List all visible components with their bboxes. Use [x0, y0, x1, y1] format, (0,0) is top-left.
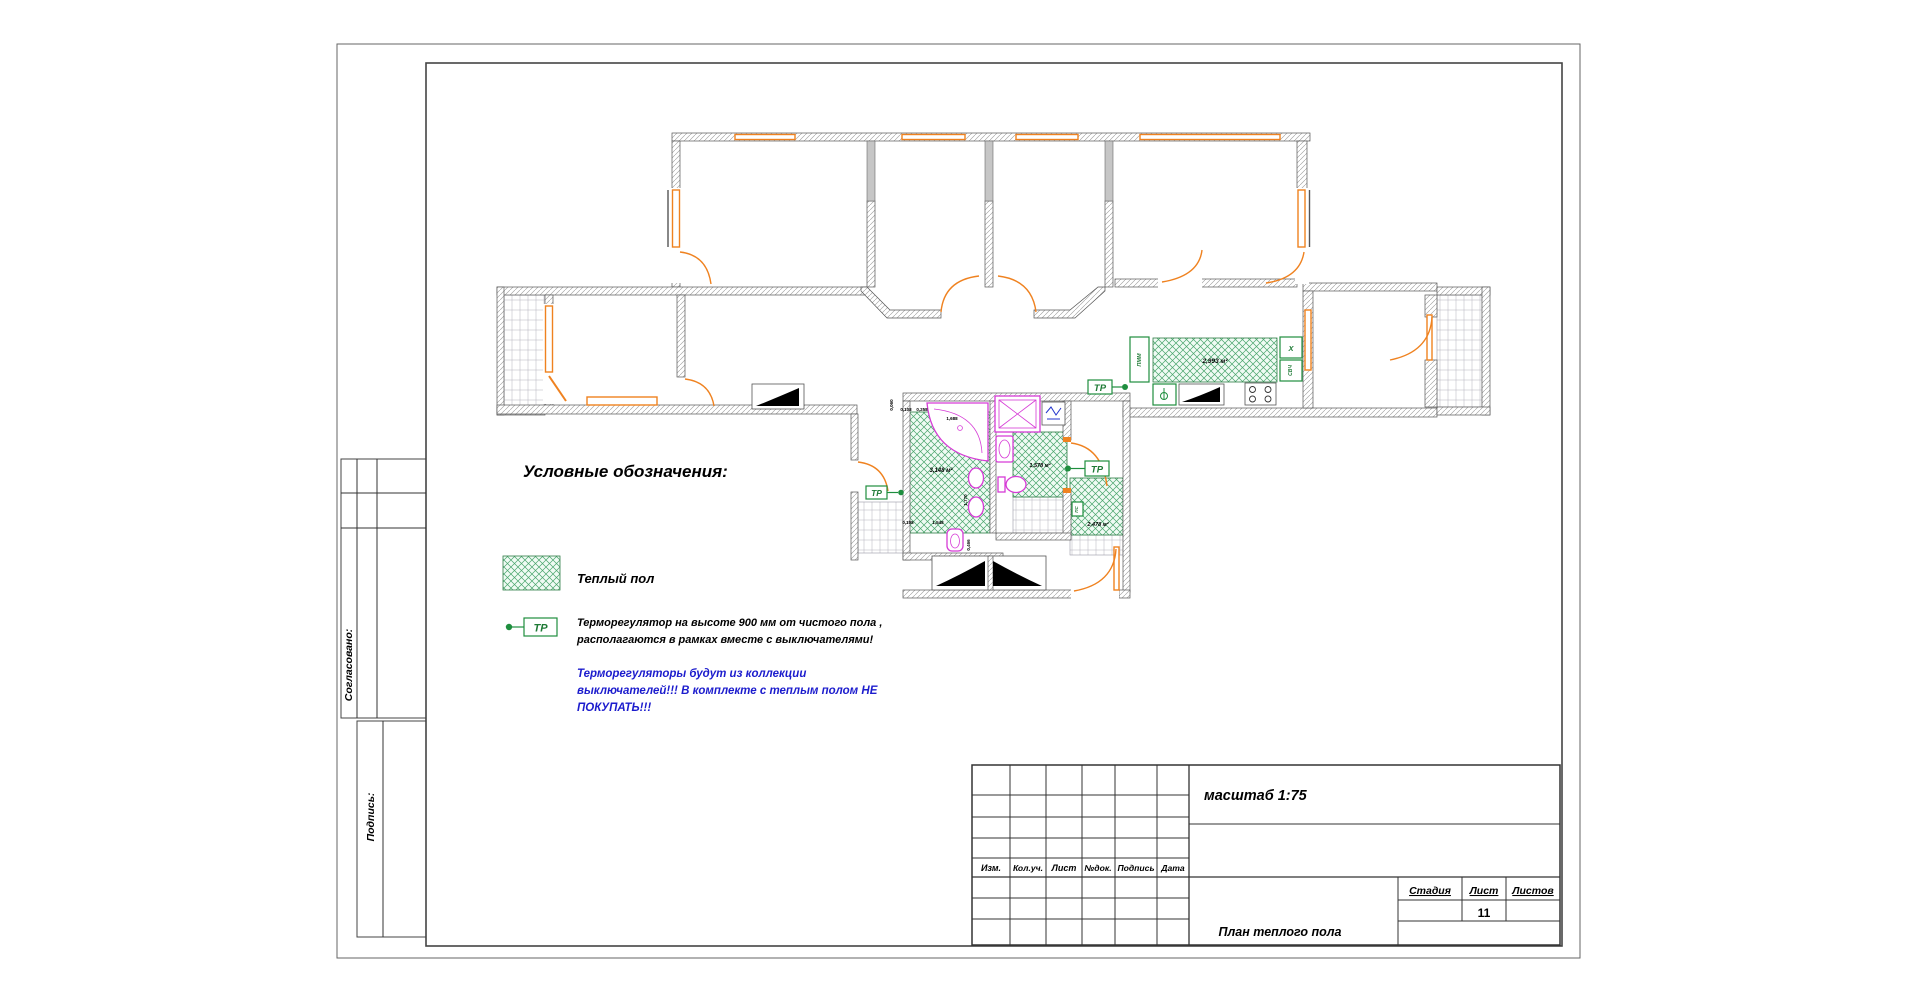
microwave-label: СВЧ — [1288, 365, 1294, 376]
dim-text: 0,108 — [900, 407, 912, 412]
window — [902, 135, 965, 140]
walls — [497, 133, 1490, 598]
dim-text: 1,770 — [963, 494, 968, 506]
hallway-tiles — [858, 502, 903, 553]
door-arc — [680, 252, 711, 284]
tp-label: ТР — [1093, 383, 1107, 394]
dim-text: 0,108 — [902, 520, 914, 525]
blue-note-line3: ПОКУПАТЬ!!! — [577, 702, 652, 714]
hall-area-label: 2,478 м² — [1087, 522, 1109, 528]
wc-tiles — [1013, 497, 1067, 533]
door-arc — [1390, 317, 1432, 360]
stamp-sheet-number: 11 — [1477, 906, 1491, 920]
legend-title: Условные обозначения: — [523, 462, 728, 481]
sink — [969, 497, 984, 517]
drawing-title: План теплого пола — [1218, 925, 1342, 939]
scale-label: масштаб 1:75 — [1204, 788, 1307, 804]
washing-machine — [1042, 402, 1065, 425]
window — [546, 306, 553, 372]
margin-signature-label: Подпись: — [365, 792, 377, 842]
stamp-sheets-header: Листов — [1512, 885, 1554, 897]
bath-area-label: 3,148 м² — [929, 468, 953, 474]
dim-text: 1,688 — [946, 416, 958, 421]
blue-note-line2: выключателей!!! В комплекте с теплым полом НЕ — [577, 685, 878, 697]
title-block — [972, 765, 1560, 945]
blue-note-line1: Терморегуляторы будут из коллекции — [577, 668, 807, 680]
door-arc — [941, 276, 979, 312]
wc-area-label: 1,578 м² — [1029, 463, 1051, 469]
window — [735, 135, 795, 140]
stamp-stage-header: Стадия — [1409, 885, 1451, 897]
dim-text: 0,466 — [966, 539, 971, 551]
legend — [503, 462, 882, 714]
stamp-col-podpis: Подпись — [1117, 863, 1155, 873]
tp-label: ТР — [871, 488, 882, 498]
toilet — [1006, 477, 1026, 493]
stamp-col-koluch: Кол.уч. — [1012, 863, 1044, 873]
tp-note-line2: располагаются в рамках вместе с выключателями! — [577, 634, 874, 646]
window — [1298, 190, 1305, 247]
dim-text: 0,258 — [916, 407, 928, 412]
stove — [1245, 383, 1276, 405]
margin-tables — [341, 459, 426, 937]
stamp-sheet-header: Лист — [1469, 885, 1499, 897]
thermostat-kitchen — [1088, 380, 1128, 394]
window — [673, 190, 680, 247]
window — [1305, 310, 1311, 370]
door-arc — [998, 276, 1036, 312]
door-leaf — [1114, 547, 1119, 590]
sink — [969, 468, 984, 488]
tp-note-line1: Терморегулятор на высоте 900 мм от чистого пола , — [577, 617, 883, 629]
toilet-tank — [998, 477, 1005, 492]
stamp-col-izm: Изм. — [980, 863, 1002, 873]
sensor-label: ПС — [1074, 506, 1079, 513]
stamp-col-list: Лист — [1051, 863, 1077, 873]
thermostat-hallway — [866, 486, 904, 499]
margin-agreed-label: Согласовано: — [343, 628, 355, 702]
fridge-label: Х — [1288, 344, 1294, 353]
tp-label: ТР — [1090, 464, 1104, 476]
floor-plan — [497, 133, 1490, 600]
window — [1016, 135, 1078, 140]
window-sill — [587, 397, 657, 405]
pilaster — [867, 141, 875, 201]
dim-text: 1,548 — [932, 520, 944, 525]
legend-warm-floor-label: Теплый пол — [577, 571, 655, 586]
pilaster — [985, 141, 993, 201]
legend-tp-label: ТР — [533, 622, 548, 635]
door-arc — [685, 379, 714, 406]
legend-warm-floor-swatch — [503, 556, 560, 590]
thermostat-hall — [1065, 461, 1109, 476]
balcony-right-tiles — [1437, 295, 1482, 407]
legend-thermostat-symbol — [506, 618, 557, 636]
pilaster — [1105, 141, 1113, 201]
kitchen-area-label: 2,993 м² — [1202, 358, 1228, 365]
dim-text: 0,060 — [889, 399, 894, 411]
dishwasher-label: ПММ — [1137, 353, 1143, 367]
stamp-col-doc: №док. — [1084, 863, 1112, 873]
stamp-col-data: Дата — [1161, 863, 1185, 873]
window — [1140, 135, 1280, 140]
balcony-left-tiles — [504, 295, 545, 408]
